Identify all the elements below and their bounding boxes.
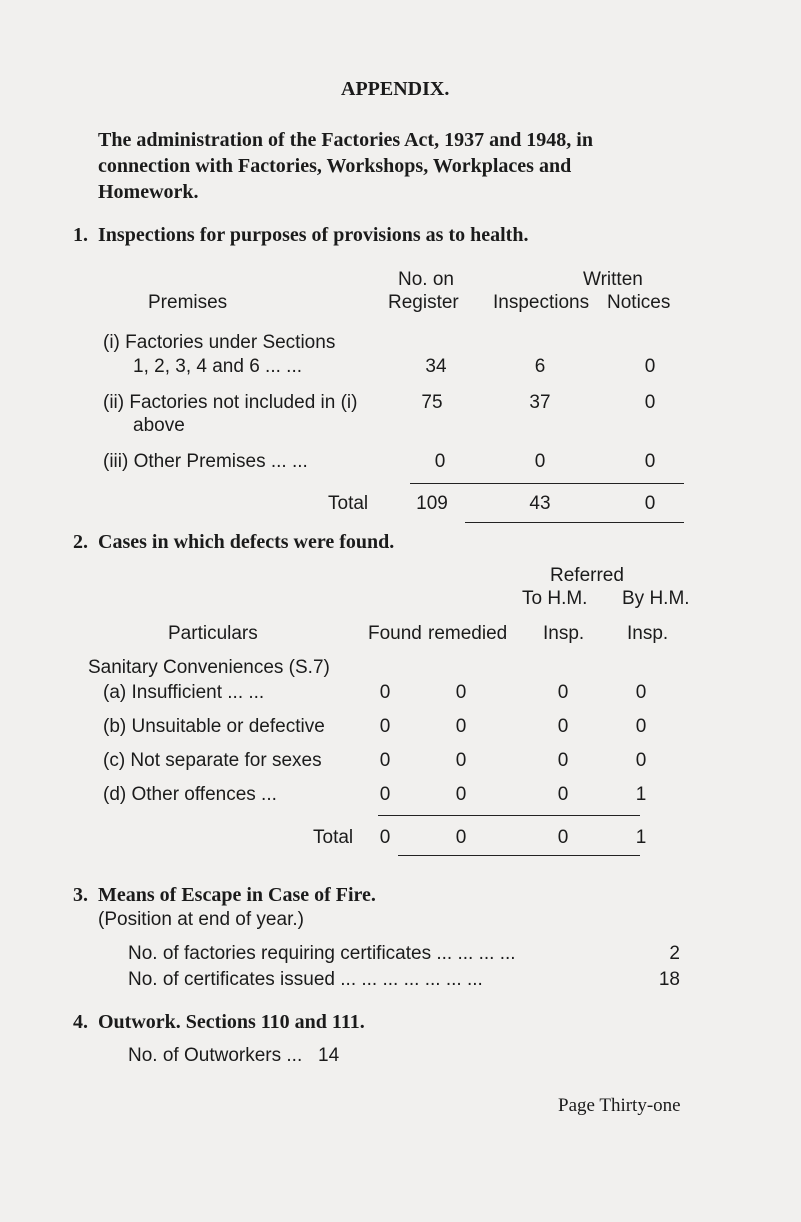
section-2-total-rule-bottom xyxy=(398,855,640,856)
defect-row-c-by: 0 xyxy=(635,750,647,771)
section-4-heading: Outwork. Sections 110 and 111. xyxy=(98,1011,365,1033)
intro-line-3: Homework. xyxy=(98,181,199,203)
defect-row-d-to: 0 xyxy=(557,784,569,805)
defect-row-a-found: 0 xyxy=(379,682,391,703)
outworkers-label: No. of Outworkers ... xyxy=(128,1045,303,1066)
section-1-total-register: 109 xyxy=(416,493,448,514)
defect-row-b-label: (b) Unsuitable or defective xyxy=(103,716,325,737)
header-register: Register xyxy=(388,292,459,313)
section-1-total-rule-bottom xyxy=(465,522,684,523)
section-1-total-label: Total xyxy=(328,493,369,514)
section-2-number: 2. xyxy=(73,531,88,553)
header-particulars: Particulars xyxy=(168,623,258,644)
header-insp-to: Insp. xyxy=(543,623,585,644)
row-2-register: 75 xyxy=(421,392,443,413)
row-1-register: 34 xyxy=(425,356,447,377)
section-2-total-rule-top xyxy=(378,815,640,816)
header-to-hm: To H.M. xyxy=(522,588,588,609)
section-4-number: 4. xyxy=(73,1011,88,1033)
section-1-total-inspections: 43 xyxy=(529,493,551,514)
appendix-title: APPENDIX. xyxy=(341,78,450,100)
header-remedied: remedied xyxy=(428,623,508,644)
defect-row-c-label: (c) Not separate for sexes xyxy=(103,750,322,771)
defect-row-c-to: 0 xyxy=(557,750,569,771)
certificates-required-label: No. of factories requiring certificates ... ... ... ... xyxy=(128,943,516,964)
section-1-total-notices: 0 xyxy=(644,493,656,514)
section-1-total-rule-top xyxy=(410,483,684,484)
defect-row-d-by: 1 xyxy=(635,784,647,805)
section-3-number: 3. xyxy=(73,884,88,906)
header-referred: Referred xyxy=(550,565,624,586)
row-1-label-line-2: 1, 2, 3, 4 and 6 ... ... xyxy=(133,356,302,377)
section-1-heading: Inspections for purposes of provisions as to health. xyxy=(98,224,529,246)
row-3-inspections: 0 xyxy=(534,451,546,472)
header-by-hm: By H.M. xyxy=(622,588,690,609)
header-insp-by: Insp. xyxy=(627,623,669,644)
defect-row-d-found: 0 xyxy=(379,784,391,805)
row-2-notices: 0 xyxy=(644,392,656,413)
defect-row-d-remedied: 0 xyxy=(455,784,467,805)
row-1-inspections: 6 xyxy=(534,356,546,377)
section-2-total-to: 0 xyxy=(557,827,569,848)
row-2-inspections: 37 xyxy=(529,392,551,413)
certificates-required-value: 2 xyxy=(669,943,680,964)
section-2-total-label: Total xyxy=(313,827,354,848)
row-3-label: (iii) Other Premises ... ... xyxy=(103,451,308,472)
section-2-total-remedied: 0 xyxy=(455,827,467,848)
certificates-issued-label: No. of certificates issued ... ... ... ... ... ... ... xyxy=(128,969,483,990)
defect-row-b-to: 0 xyxy=(557,716,569,737)
row-2-label-line-1: (ii) Factories not included in (i) xyxy=(103,392,358,413)
header-written: Written xyxy=(583,269,643,290)
intro-line-2: connection with Factories, Workshops, Workplaces and xyxy=(98,155,572,177)
intro-line-1: The administration of the Factories Act, 1937 and 1948, in xyxy=(98,129,593,151)
outworkers-value: 14 xyxy=(318,1045,340,1066)
defect-row-a-remedied: 0 xyxy=(455,682,467,703)
defect-row-c-remedied: 0 xyxy=(455,750,467,771)
defect-row-a-by: 0 xyxy=(635,682,647,703)
sanitary-conveniences-label: Sanitary Conveniences (S.7) xyxy=(88,657,330,678)
section-2-total-by: 1 xyxy=(635,827,647,848)
row-3-notices: 0 xyxy=(644,451,656,472)
header-found: Found xyxy=(368,623,422,644)
page-number: Page Thirty-one xyxy=(558,1095,681,1116)
row-3-register: 0 xyxy=(434,451,446,472)
section-2-total-found: 0 xyxy=(379,827,391,848)
defect-row-b-found: 0 xyxy=(379,716,391,737)
row-1-label-line-1: (i) Factories under Sections xyxy=(103,332,336,353)
defect-row-c-found: 0 xyxy=(379,750,391,771)
header-no-on: No. on xyxy=(398,269,454,290)
defect-row-d-label: (d) Other offences ... xyxy=(103,784,277,805)
defect-row-b-by: 0 xyxy=(635,716,647,737)
defect-row-b-remedied: 0 xyxy=(455,716,467,737)
section-3-subheading: (Position at end of year.) xyxy=(98,909,304,930)
defect-row-a-to: 0 xyxy=(557,682,569,703)
certificates-issued-value: 18 xyxy=(658,969,680,990)
defect-row-a-label: (a) Insufficient ... ... xyxy=(103,682,265,703)
section-1-number: 1. xyxy=(73,224,88,246)
header-inspections: Inspections xyxy=(493,292,590,313)
header-premises: Premises xyxy=(148,292,228,313)
row-2-label-line-2: above xyxy=(133,415,185,436)
header-notices: Notices xyxy=(607,292,671,313)
section-2-heading: Cases in which defects were found. xyxy=(98,531,395,553)
row-1-notices: 0 xyxy=(644,356,656,377)
section-3-heading: Means of Escape in Case of Fire. xyxy=(98,884,376,906)
